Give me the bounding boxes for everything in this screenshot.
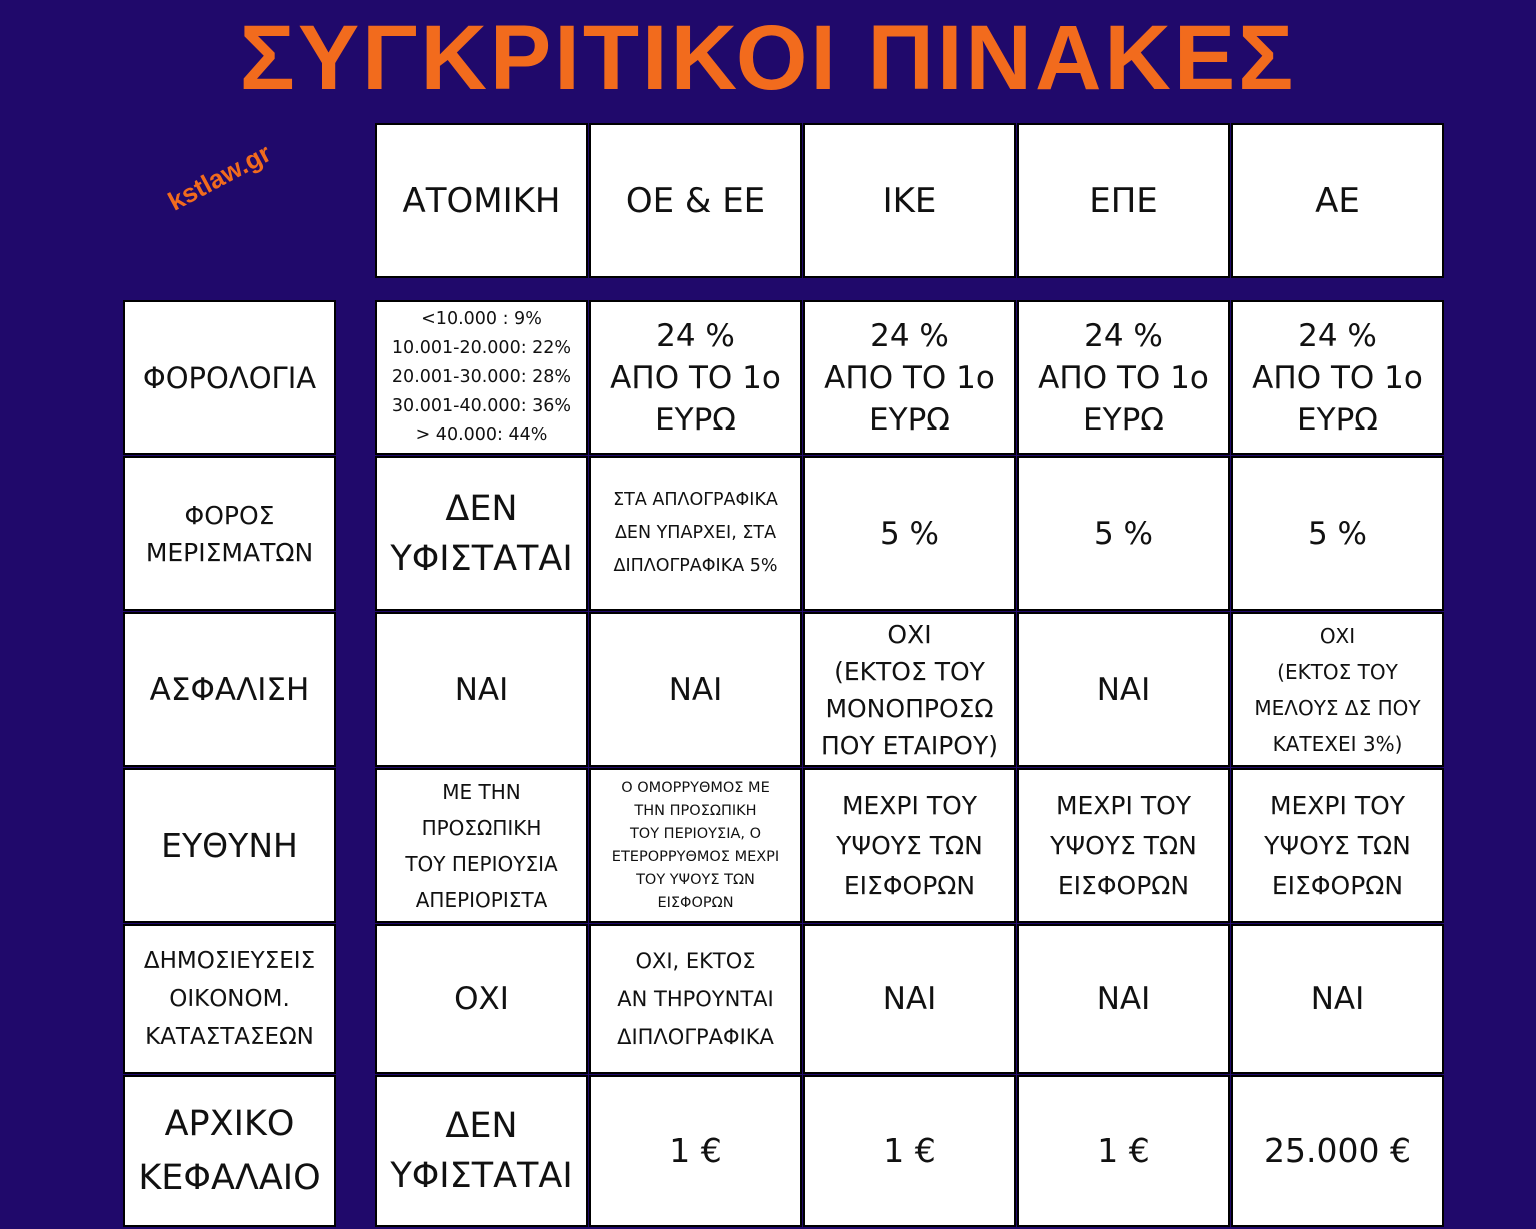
table-cell: 24 % ΑΠΟ ΤΟ 1ο ΕΥΡΩ — [1231, 300, 1444, 455]
table-cell: ΝΑΙ — [803, 924, 1016, 1074]
column-header-epe: ΕΠΕ — [1017, 123, 1230, 278]
row-label-dividend-tax: ΦΟΡΟΣ ΜΕΡΙΣΜΑΤΩΝ — [123, 456, 336, 611]
column-header-oe-ee: ΟΕ & ΕΕ — [589, 123, 802, 278]
table-cell: <10.000 : 9% 10.001-20.000: 22% 20.001-30.000: 28% 30.001-40.000: 36% > 40.000: 44% — [375, 300, 588, 455]
table-cell: ΜΕΧΡΙ ΤΟΥ ΥΨΟΥΣ ΤΩΝ ΕΙΣΦΟΡΩΝ — [1017, 768, 1230, 923]
row-label-initial-capital: ΑΡΧΙΚΟ ΚΕΦΑΛΑΙΟ — [123, 1075, 336, 1227]
table-cell: ΔΕΝ ΥΦΙΣΤΑΤΑΙ — [375, 1075, 588, 1227]
column-header-ike: ΙΚΕ — [803, 123, 1016, 278]
row-label-financial-statements: ΔΗΜΟΣΙΕΥΣΕΙΣ ΟΙΚΟΝΟΜ. ΚΑΤΑΣΤΑΣΕΩΝ — [123, 924, 336, 1074]
table-cell: 5 % — [1017, 456, 1230, 611]
table-cell: 5 % — [803, 456, 1016, 611]
table-cell: 24 % ΑΠΟ ΤΟ 1ο ΕΥΡΩ — [1017, 300, 1230, 455]
table-cell: 1 € — [589, 1075, 802, 1227]
table-cell: 24 % ΑΠΟ ΤΟ 1ο ΕΥΡΩ — [589, 300, 802, 455]
table-cell: ΜΕ ΤΗΝ ΠΡΟΣΩΠΙΚΗ ΤΟΥ ΠΕΡΙΟΥΣΙΑ ΑΠΕΡΙΟΡΙΣΤΑ — [375, 768, 588, 923]
table-cell: 25.000 € — [1231, 1075, 1444, 1227]
table-cell: ΜΕΧΡΙ ΤΟΥ ΥΨΟΥΣ ΤΩΝ ΕΙΣΦΟΡΩΝ — [1231, 768, 1444, 923]
table-cell: ΝΑΙ — [589, 612, 802, 767]
table-cell: ΝΑΙ — [375, 612, 588, 767]
table-cell: ΟΧΙ, ΕΚΤΟΣ ΑΝ ΤΗΡΟΥΝΤΑΙ ΔΙΠΛΟΓΡΑΦΙΚΑ — [589, 924, 802, 1074]
column-header-atomiki: ΑΤΟΜΙΚΗ — [375, 123, 588, 278]
table-cell: 24 % ΑΠΟ ΤΟ 1ο ΕΥΡΩ — [803, 300, 1016, 455]
row-label-liability: ΕΥΘΥΝΗ — [123, 768, 336, 923]
row-label-taxation: ΦΟΡΟΛΟΓΙΑ — [123, 300, 336, 455]
column-header-ae: ΑΕ — [1231, 123, 1444, 278]
table-cell: ΝΑΙ — [1231, 924, 1444, 1074]
table-cell: ΜΕΧΡΙ ΤΟΥ ΥΨΟΥΣ ΤΩΝ ΕΙΣΦΟΡΩΝ — [803, 768, 1016, 923]
watermark-logo: kstlaw.gr — [163, 137, 276, 217]
row-label-insurance: ΑΣΦΑΛΙΣΗ — [123, 612, 336, 767]
table-cell: Ο ΟΜΟΡΡΥΘΜΟΣ ΜΕ ΤΗΝ ΠΡΟΣΩΠΙΚΗ ΤΟΥ ΠΕΡΙΟΥΣΙΑ, Ο ΕΤΕΡΟΡΡΥΘΜΟΣ ΜΕΧΡΙ ΤΟΥ ΥΨΟΥΣ ΤΩΝ ΕΙΣΦΟΡΩΝ — [589, 768, 802, 923]
page-title: ΣΥΓΚΡΙΤΙΚΟΙ ΠΙΝΑΚΕΣ — [239, 7, 1297, 109]
table-cell: ΔΕΝ ΥΦΙΣΤΑΤΑΙ — [375, 456, 588, 611]
table-cell: ΣΤΑ ΑΠΛΟΓΡΑΦΙΚΑ ΔΕΝ ΥΠΑΡΧΕΙ, ΣΤΑ ΔΙΠΛΟΓΡΑΦΙΚΑ 5% — [589, 456, 802, 611]
table-cell: ΝΑΙ — [1017, 612, 1230, 767]
table-cell: ΟΧΙ — [375, 924, 588, 1074]
table-cell: 1 € — [803, 1075, 1016, 1227]
table-cell: 1 € — [1017, 1075, 1230, 1227]
table-cell: 5 % — [1231, 456, 1444, 611]
table-cell: ΟΧΙ (ΕΚΤΟΣ ΤΟΥ ΜΟΝΟΠΡΟΣΩ ΠΟΥ ΕΤΑΙΡΟΥ) — [803, 612, 1016, 767]
table-cell: ΝΑΙ — [1017, 924, 1230, 1074]
table-cell: ΟΧΙ (ΕΚΤΟΣ ΤΟΥ ΜΕΛΟΥΣ ΔΣ ΠΟΥ ΚΑΤΕΧΕΙ 3%) — [1231, 612, 1444, 767]
